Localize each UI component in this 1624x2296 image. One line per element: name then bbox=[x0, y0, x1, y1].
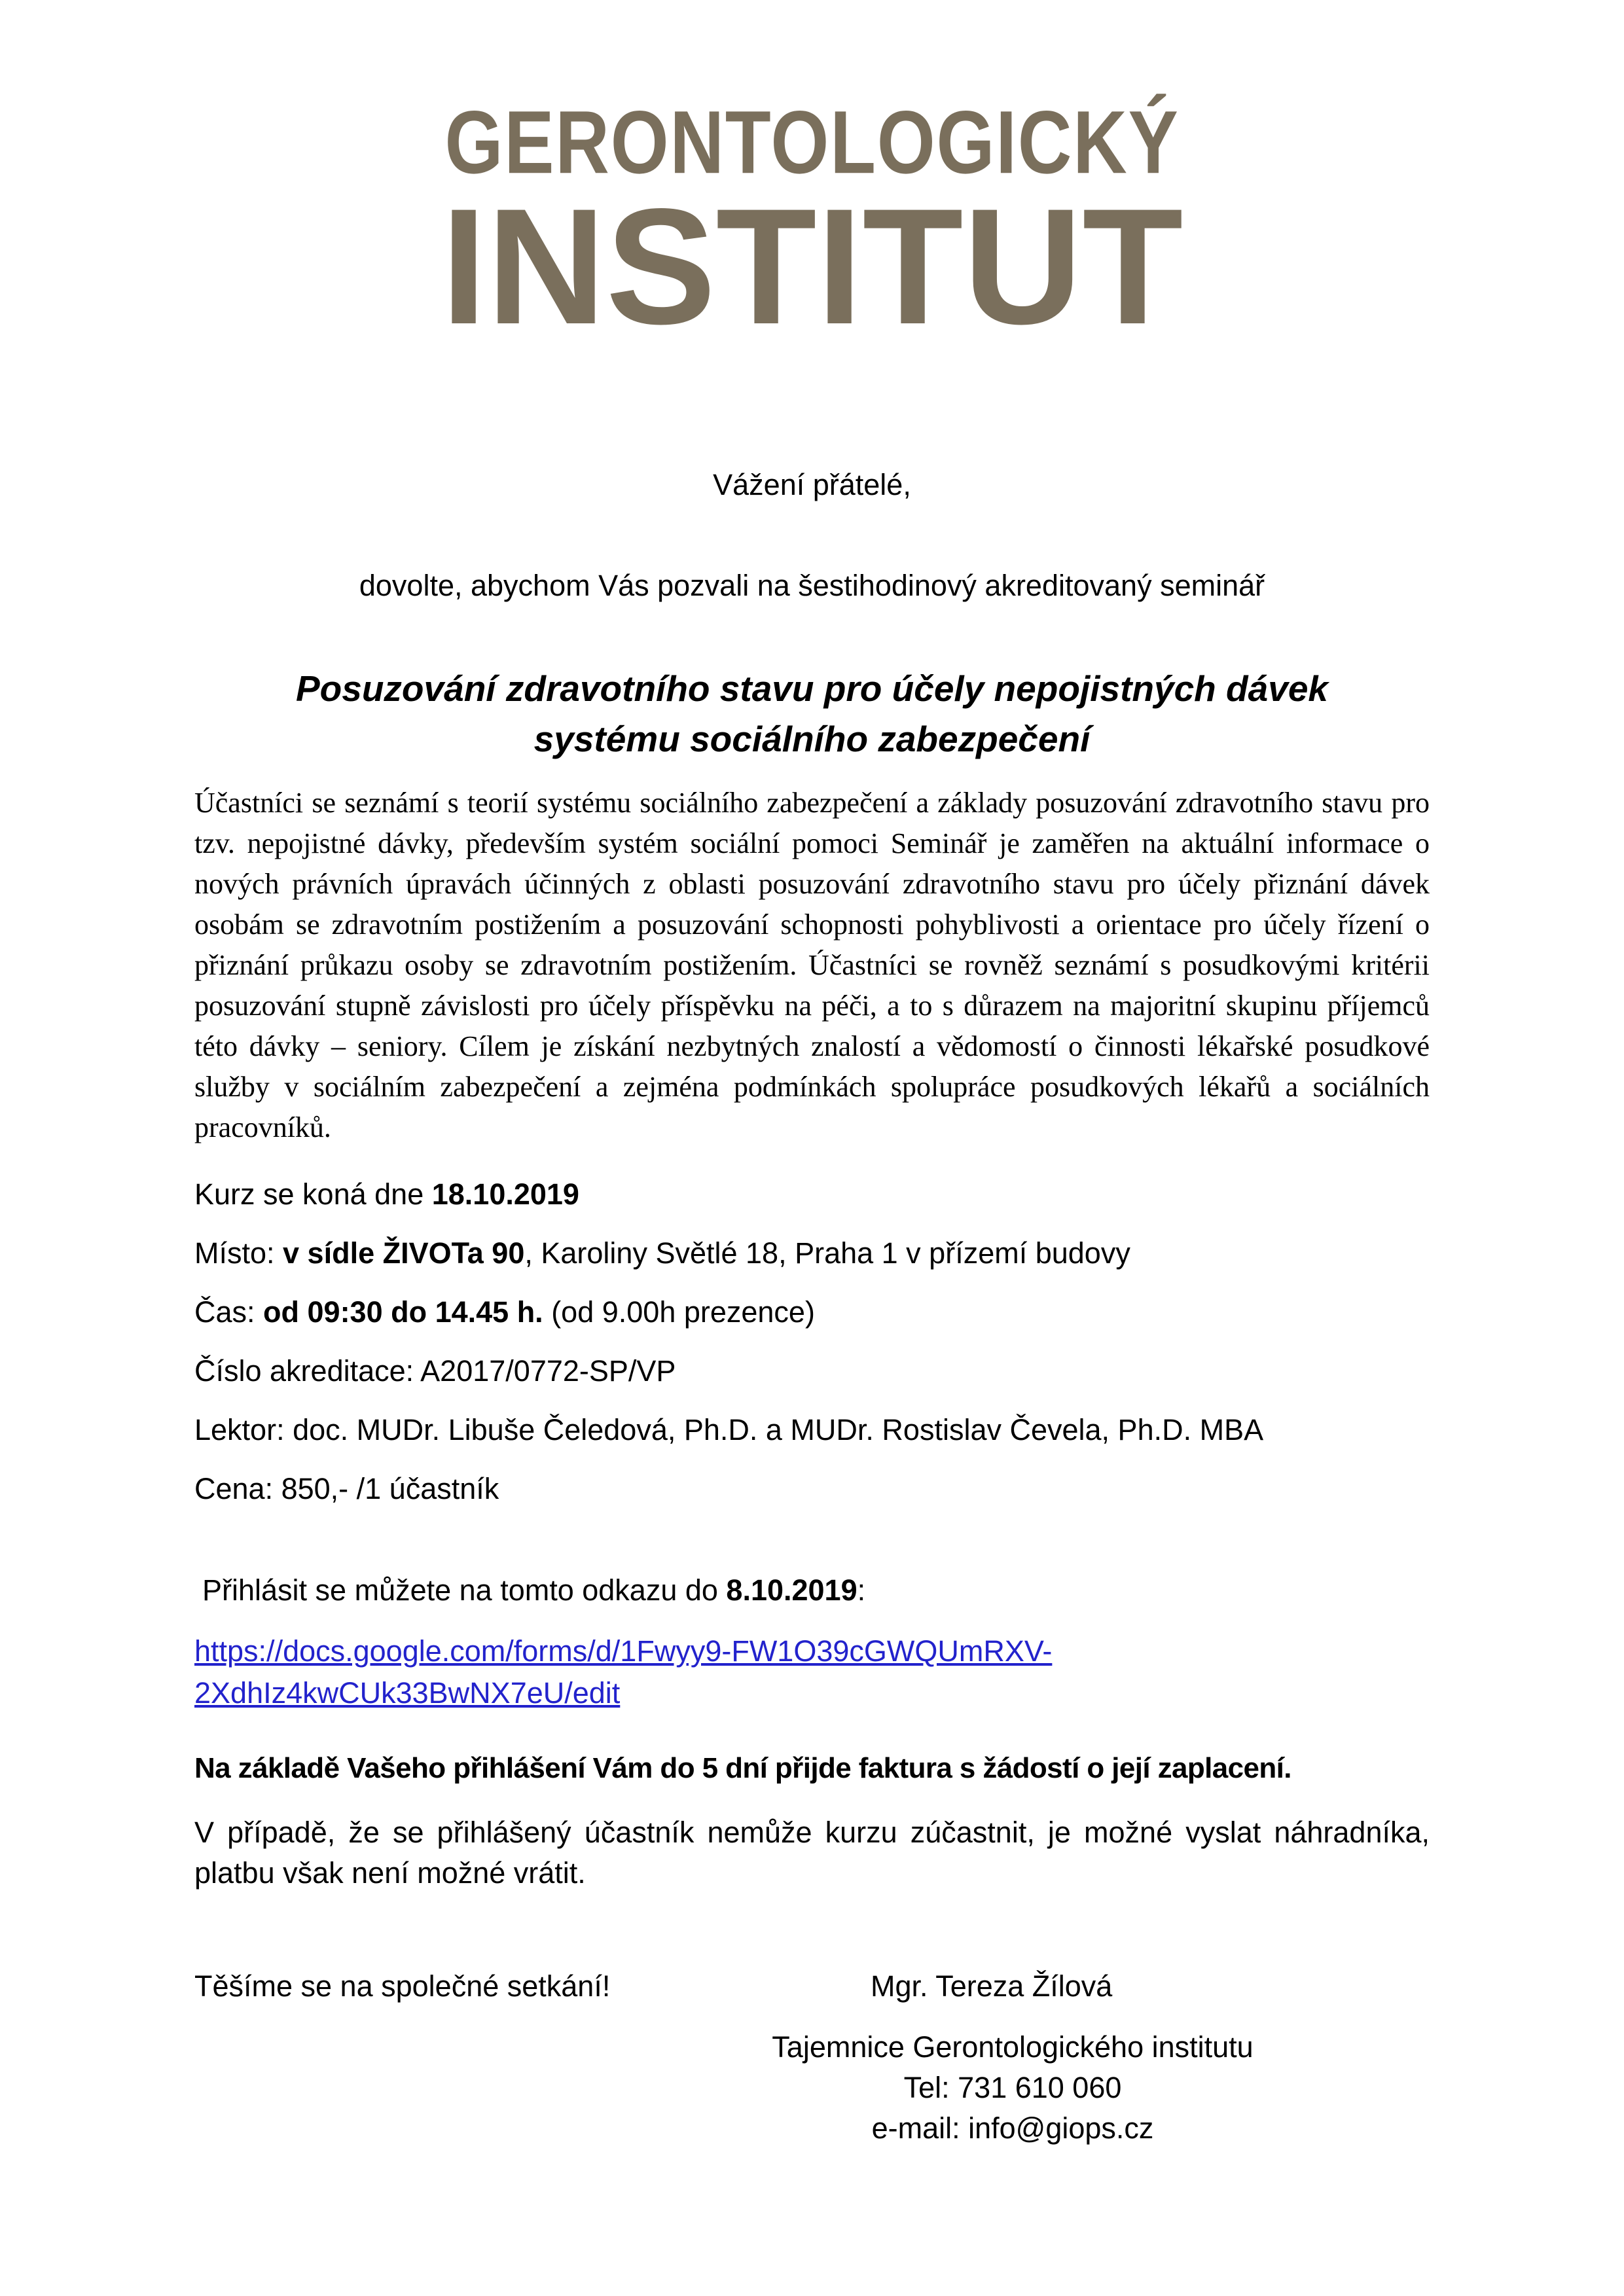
signup-text: Přihlásit se můžete na tomto odkazu do bbox=[202, 1573, 727, 1607]
signature-block bbox=[761, 2027, 1265, 2149]
time-line bbox=[194, 1292, 1430, 1333]
time-label: Čas: bbox=[194, 1295, 264, 1329]
invitation-text: dovolte, abychom Vás pozvali na šestihodinový akreditovaný seminář bbox=[359, 569, 1265, 603]
signer-name: Mgr. Tereza Žílová bbox=[871, 1969, 1113, 2003]
venue-address: , Karoliny Světlé 18, Praha 1 v přízemí budovy bbox=[524, 1236, 1130, 1270]
logo-line-1: GERONTOLOGICKÝ bbox=[444, 92, 1180, 192]
registration-link-line-2[interactable]: 2XdhIz4kwCUk33BwNX7eU/edit bbox=[194, 1676, 621, 1710]
accreditation-line: Číslo akreditace: A2017/0772-SP/VP bbox=[194, 1354, 676, 1388]
venue-line bbox=[194, 1233, 1430, 1274]
course-date-label: Kurz se koná dne bbox=[194, 1177, 432, 1211]
institute-logo bbox=[0, 0, 1624, 359]
logo-line-2: INSTITUT bbox=[441, 175, 1183, 359]
venue-value: v sídle ŽIVOTa 90 bbox=[283, 1236, 525, 1270]
signer-email: e-mail: info@giops.cz bbox=[871, 2111, 1154, 2145]
substitution-note: V případě, že se přihlášený účastník nemůže kurzu zúčastnit, je možné vyslat náhradníka, platbu však není možné vrátit. bbox=[194, 1816, 1430, 1890]
salutation-text: Vážení přátelé, bbox=[713, 468, 911, 502]
seminar-title bbox=[194, 664, 1430, 764]
price-line: Cena: 850,- /1 účastník bbox=[194, 1472, 499, 1506]
course-date-line bbox=[194, 1174, 1430, 1215]
registration-link-block bbox=[194, 1630, 1430, 1714]
signup-deadline-line: Přihlásit se můžete na tomto odkazu do 8.10.2019: bbox=[202, 1573, 866, 1607]
invoice-note: Na základě Vašeho přihlášení Vám do 5 dní přijde faktura s žádostí o její zaplacení. bbox=[194, 1752, 1291, 1785]
lecturer-line: Lektor: doc. MUDr. Libuše Čeledová, Ph.D. a MUDr. Rostislav Čevela, Ph.D. MBA bbox=[194, 1413, 1264, 1447]
signer-phone: Tel: 731 610 060 bbox=[903, 2071, 1122, 2105]
venue-label: Místo: bbox=[194, 1236, 283, 1270]
signup-deadline-date: 8.10.2019 bbox=[726, 1573, 857, 1607]
time-note: (od 9.00h prezence) bbox=[543, 1295, 815, 1329]
closing-text: Těšíme se na společné setkání! bbox=[194, 1969, 611, 2003]
document-body bbox=[0, 465, 1624, 2149]
registration-link[interactable] bbox=[194, 1634, 1052, 1710]
registration-link-line-1[interactable]: https://docs.google.com/forms/d/1Fwyy9-FW1O39cGWQUmRXV- bbox=[194, 1634, 1053, 1668]
seminar-title-line-1: Posuzování zdravotního stavu pro účely nepojistných dávek bbox=[295, 668, 1329, 709]
course-date-value: 18.10.2019 bbox=[431, 1177, 579, 1211]
signer-role: Tajemnice Gerontologického institutu bbox=[772, 2030, 1254, 2064]
seminar-description: Účastníci se seznámí s teorií systému sociálního zabezpečení a základy posuzování zdravotního stavu pro tzv. nepojistné dávky, především systém sociální pomoci Seminář je zaměřen na aktuální informace o nových právních úpravách účinných z oblasti posuzování zdravotního stavu pro účely přiznání dávek osobám se zdravotním postižením a posuzování schopnosti pohyblivosti a orientace pro účely řízení o přiznání průkazu osoby se zdravotním postižením. Účastníci se rovněž seznámí s posudkovými kritérii posuzování stupně závislosti pro účely příspěvku na péči, a to s důrazem na majoritní skupinu příjemců této dávky – seniory. Cílem je získání nezbytných znalostí a vědomostí o činnosti lékařské posudkové služby v sociálním zabezpečení a zejména podmínkách spolupráce posudkových lékařů a sociálních pracovníků. bbox=[194, 787, 1430, 1144]
seminar-title-line-2: systému sociálního zabezpečení bbox=[533, 719, 1091, 760]
time-value: od 09:30 do 14.45 h. bbox=[263, 1295, 543, 1329]
closing-row bbox=[194, 1966, 1430, 2007]
